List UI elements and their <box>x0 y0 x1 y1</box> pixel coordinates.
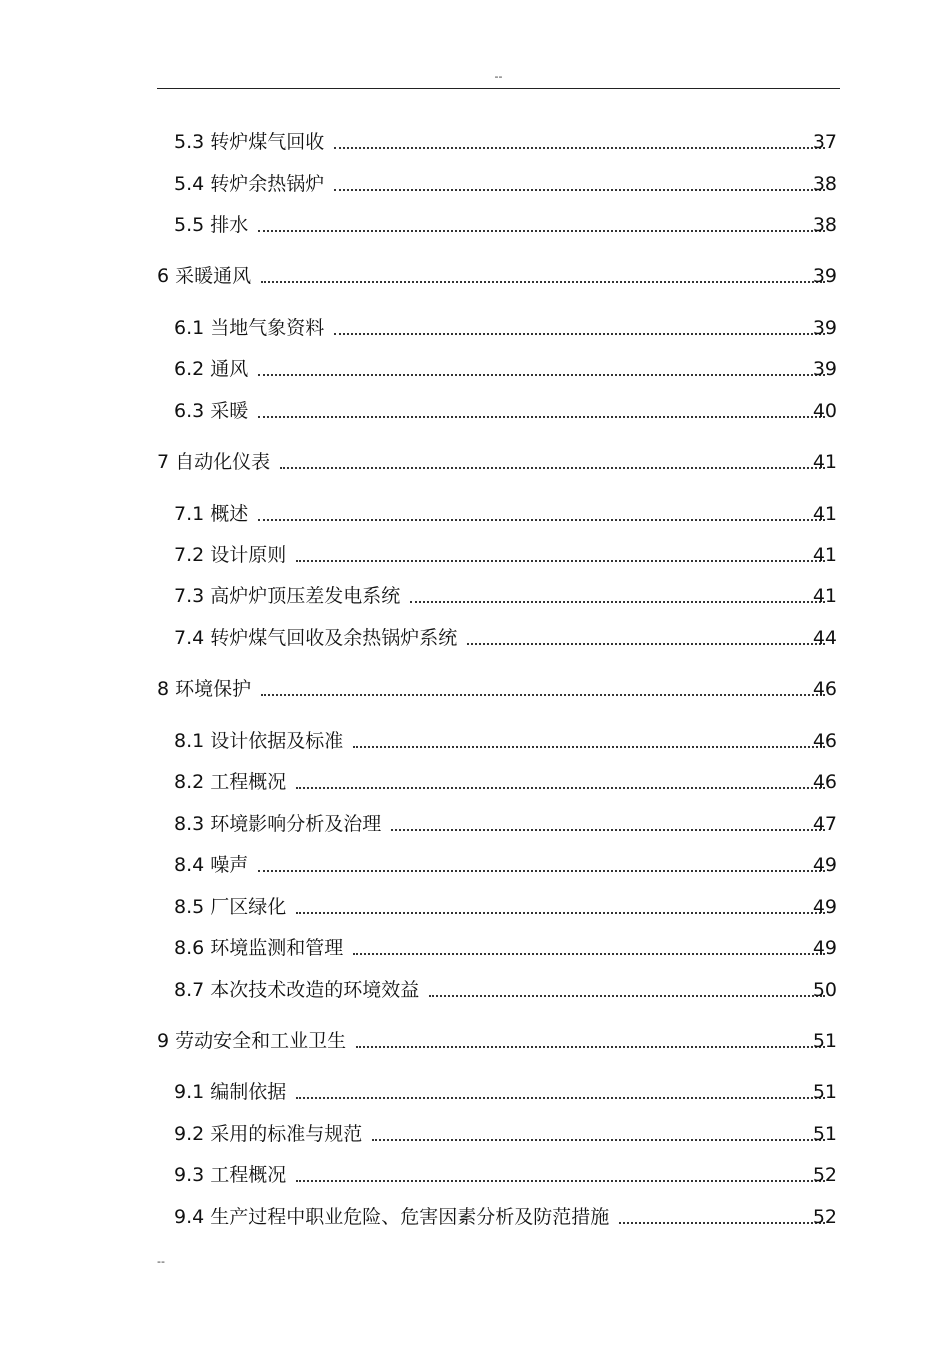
toc-entry-page-number: 49 <box>812 854 837 876</box>
toc-entry-title: 5.5 排水 <box>174 214 249 236</box>
toc-entry[interactable] <box>157 261 837 287</box>
toc-entry[interactable] <box>174 396 837 422</box>
toc-dot-leader <box>296 787 825 789</box>
header-rule <box>157 88 840 89</box>
toc-entry-title: 6.2 通风 <box>174 358 249 380</box>
toc-dot-leader <box>296 560 825 562</box>
toc-entry-page-number: 38 <box>812 173 837 195</box>
toc-dot-leader <box>619 1222 825 1224</box>
toc-dot-leader <box>296 1180 825 1182</box>
toc-entry[interactable] <box>174 540 837 566</box>
toc-dot-leader <box>261 694 825 696</box>
toc-entry-page-number: 46 <box>812 771 837 793</box>
toc-entry[interactable] <box>174 210 837 236</box>
toc-entry-page-number: 52 <box>812 1206 837 1228</box>
toc-entry-page-number: 47 <box>812 813 837 835</box>
toc-entry-title: 7.4 转炉煤气回收及余热锅炉系统 <box>174 627 458 649</box>
toc-dot-leader <box>280 467 825 469</box>
toc-entry[interactable] <box>174 623 837 649</box>
toc-entry-title: 5.3 转炉煤气回收 <box>174 131 325 153</box>
toc-entry-title: 8.7 本次技术改造的环境效益 <box>174 979 420 1001</box>
toc-entry-title: 5.4 转炉余热锅炉 <box>174 173 325 195</box>
toc-entry[interactable] <box>157 1026 837 1052</box>
toc-dot-leader <box>356 1046 825 1048</box>
toc-dot-leader <box>258 374 825 376</box>
toc-entry-title: 9.3 工程概况 <box>174 1164 287 1186</box>
toc-entry-page-number: 49 <box>812 896 837 918</box>
toc-entry-title: 6.3 采暖 <box>174 400 249 422</box>
toc-dot-leader <box>410 601 825 603</box>
toc-dot-leader <box>258 519 825 521</box>
toc-entry-page-number: 37 <box>812 131 837 153</box>
toc-entry-title: 9.4 生产过程中职业危险、危害因素分析及防范措施 <box>174 1206 610 1228</box>
toc-entry-page-number: 41 <box>812 451 837 473</box>
toc-entry-page-number: 39 <box>812 358 837 380</box>
toc-entry-title: 6 采暖通风 <box>157 265 252 287</box>
toc-entry-page-number: 49 <box>812 937 837 959</box>
toc-entry-page-number: 44 <box>812 627 837 649</box>
toc-entry-title: 8.5 厂区绿化 <box>174 896 287 918</box>
toc-entry-page-number: 46 <box>812 678 837 700</box>
toc-entry-title: 9.1 编制依据 <box>174 1081 287 1103</box>
toc-dot-leader <box>353 746 825 748</box>
toc-entry[interactable] <box>174 1077 837 1103</box>
toc-entry-title: 7.2 设计原则 <box>174 544 287 566</box>
toc-entry-title: 6.1 当地气象资料 <box>174 317 325 339</box>
toc-dot-leader <box>258 870 825 872</box>
toc-dot-leader <box>334 189 825 191</box>
toc-entry-page-number: 51 <box>812 1030 837 1052</box>
toc-entry-page-number: 51 <box>812 1081 837 1103</box>
toc-dot-leader <box>334 147 825 149</box>
toc-entry[interactable] <box>157 674 837 700</box>
toc-entry[interactable] <box>174 726 837 752</box>
toc-entry[interactable] <box>174 975 837 1001</box>
toc-entry-page-number: 51 <box>812 1123 837 1145</box>
toc-entry-page-number: 41 <box>812 503 837 525</box>
toc-entry-title: 8 环境保护 <box>157 678 252 700</box>
toc-entry[interactable] <box>174 1202 837 1228</box>
toc-entry[interactable] <box>174 354 837 380</box>
toc-entry[interactable] <box>157 447 837 473</box>
toc-entry[interactable] <box>174 1119 837 1145</box>
toc-dot-leader <box>353 953 825 955</box>
toc-dot-leader <box>467 643 825 645</box>
toc-entry-title: 8.6 环境监测和管理 <box>174 937 344 959</box>
toc-dot-leader <box>372 1139 825 1141</box>
toc-dot-leader <box>429 995 825 997</box>
toc-entry-title: 8.1 设计依据及标准 <box>174 730 344 752</box>
toc-entry-title: 8.3 环境影响分析及治理 <box>174 813 382 835</box>
toc-entry-title: 8.4 噪声 <box>174 854 249 876</box>
toc-entry-page-number: 50 <box>812 979 837 1001</box>
toc-entry-page-number: 40 <box>812 400 837 422</box>
toc-entry-page-number: 41 <box>812 585 837 607</box>
toc-entry-page-number: 41 <box>812 544 837 566</box>
toc-entry-page-number: 46 <box>812 730 837 752</box>
toc-entry-title: 7.3 高炉炉顶压差发电系统 <box>174 585 401 607</box>
toc-entry[interactable] <box>174 809 837 835</box>
toc-entry-page-number: 39 <box>812 265 837 287</box>
toc-entry[interactable] <box>174 892 837 918</box>
toc-dot-leader <box>334 333 825 335</box>
toc-entry[interactable] <box>174 767 837 793</box>
toc-entry-title: 9 劳动安全和工业卫生 <box>157 1030 347 1052</box>
page-footer-mark: -- <box>157 1255 165 1268</box>
toc-entry-title: 8.2 工程概况 <box>174 771 287 793</box>
toc-entry[interactable] <box>174 850 837 876</box>
toc-entry[interactable] <box>174 581 837 607</box>
toc-dot-leader <box>296 1097 825 1099</box>
toc-dot-leader <box>258 416 825 418</box>
toc-entry-page-number: 39 <box>812 317 837 339</box>
toc-dot-leader <box>261 281 825 283</box>
page-header-mark: -- <box>494 70 503 83</box>
toc-entry[interactable] <box>174 169 837 195</box>
toc-entry[interactable] <box>174 933 837 959</box>
toc-entry[interactable] <box>174 1160 837 1186</box>
toc-entry[interactable] <box>174 499 837 525</box>
toc-entry[interactable] <box>174 313 837 339</box>
toc-dot-leader <box>296 912 825 914</box>
toc-entry-title: 9.2 采用的标准与规范 <box>174 1123 363 1145</box>
toc-entry-page-number: 52 <box>812 1164 837 1186</box>
toc-dot-leader <box>258 230 825 232</box>
toc-dot-leader <box>391 829 825 831</box>
toc-entry[interactable] <box>174 127 837 153</box>
toc-entry-page-number: 38 <box>812 214 837 236</box>
toc-entry-title: 7.1 概述 <box>174 503 249 525</box>
toc-entry-title: 7 自动化仪表 <box>157 451 271 473</box>
